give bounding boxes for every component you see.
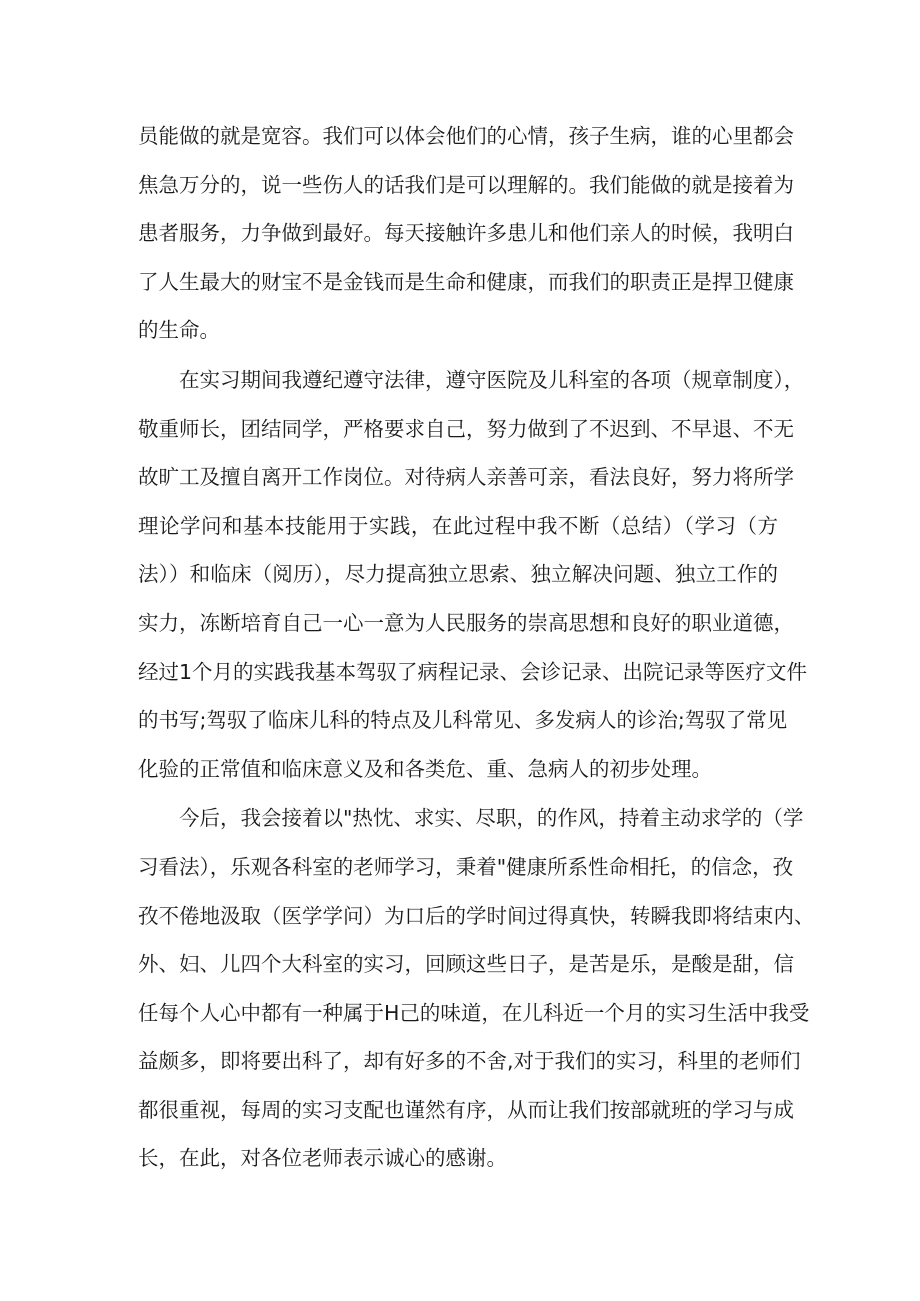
document-body	[138, 112, 815, 1183]
paragraph-1	[138, 112, 794, 355]
text-line: 习看法），乐观各科室的老师学习，秉着"健康所系性命相托，的信念，孜	[138, 854, 794, 879]
text-line: 的书写;驾驭了临床儿科的特点及儿科常见、多发病人的诊治;驾驭了常见	[138, 708, 788, 733]
text-line: 法））和临床（阅历），尽力提高独立思索、独立解决问题、独立工作的	[138, 562, 778, 587]
paragraph-3	[138, 794, 815, 1183]
text-line: 孜不倦地汲取（医学学问）为口后的学时间过得真快，转瞬我即将结束内、	[138, 903, 815, 928]
text-line: 都很重视，每周的实习支配也谨然有序，从而让我们按部就班的学习与成	[138, 1097, 794, 1122]
text-line: 员能做的就是宽容。我们可以体会他们的心情，孩子生病，谁的心里都会	[138, 124, 794, 148]
paragraph-2	[138, 356, 808, 793]
text-line: 理论学问和基本技能用于实践，在此过程中我不断（总结）（学习（方	[138, 513, 778, 538]
text-line: 外、妇、儿四个大科室的实习，回顾这些日子，是苦是乐，是酸是甜，信	[138, 952, 794, 977]
text-line: 故旷工及擅自离开工作岗位。对待病人亲善可亲，看法良好，努力将所学	[138, 465, 794, 490]
text-line: 益颇多，即将要出科了，却有好多的不舍,对于我们的实习，科里的老师们	[138, 1049, 801, 1074]
text-line: 敬重师长，团结同学，严格要求自己，努力做到了不迟到、不早退、不无	[138, 416, 794, 441]
text-line: 任每个人心中都有一种属于H己的味道，在儿科近一个月的实习生活中我受	[138, 1000, 810, 1025]
text-line: 的生命。	[138, 318, 220, 343]
text-line: 焦急万分的，说一些伤人的话我们是可以理解的。我们能做的就是接着为	[138, 172, 794, 197]
text-line: 化验的正常值和临床意义及和各类危、重、急病人的初步处理。	[138, 756, 712, 781]
text-line: 患者服务，力争做到最好。每天接触许多患儿和他们亲人的时候，我明白	[138, 221, 794, 246]
text-line: 经过1个月的实践我基本驾驭了病程记录、会诊记录、出院记录等医疗文件	[138, 659, 808, 684]
text-line: 在实习期间我遵纪遵守法律，遵守医院及儿科室的各项（规章制度），	[179, 367, 805, 392]
text-line: 长，在此，对各位老师表示诚心的感谢。	[138, 1146, 507, 1171]
text-line: 了人生最大的财宝不是金钱而是生命和健康，而我们的职责正是捍卫健康	[138, 269, 794, 294]
text-line: 今后，我会接着以"热忱、求实、尽职，的作风，持着主动求学的（学	[179, 806, 804, 831]
text-line: 实力，冻断培育自己一心一意为人民服务的崇高思想和良好的职业道德，	[138, 610, 794, 635]
